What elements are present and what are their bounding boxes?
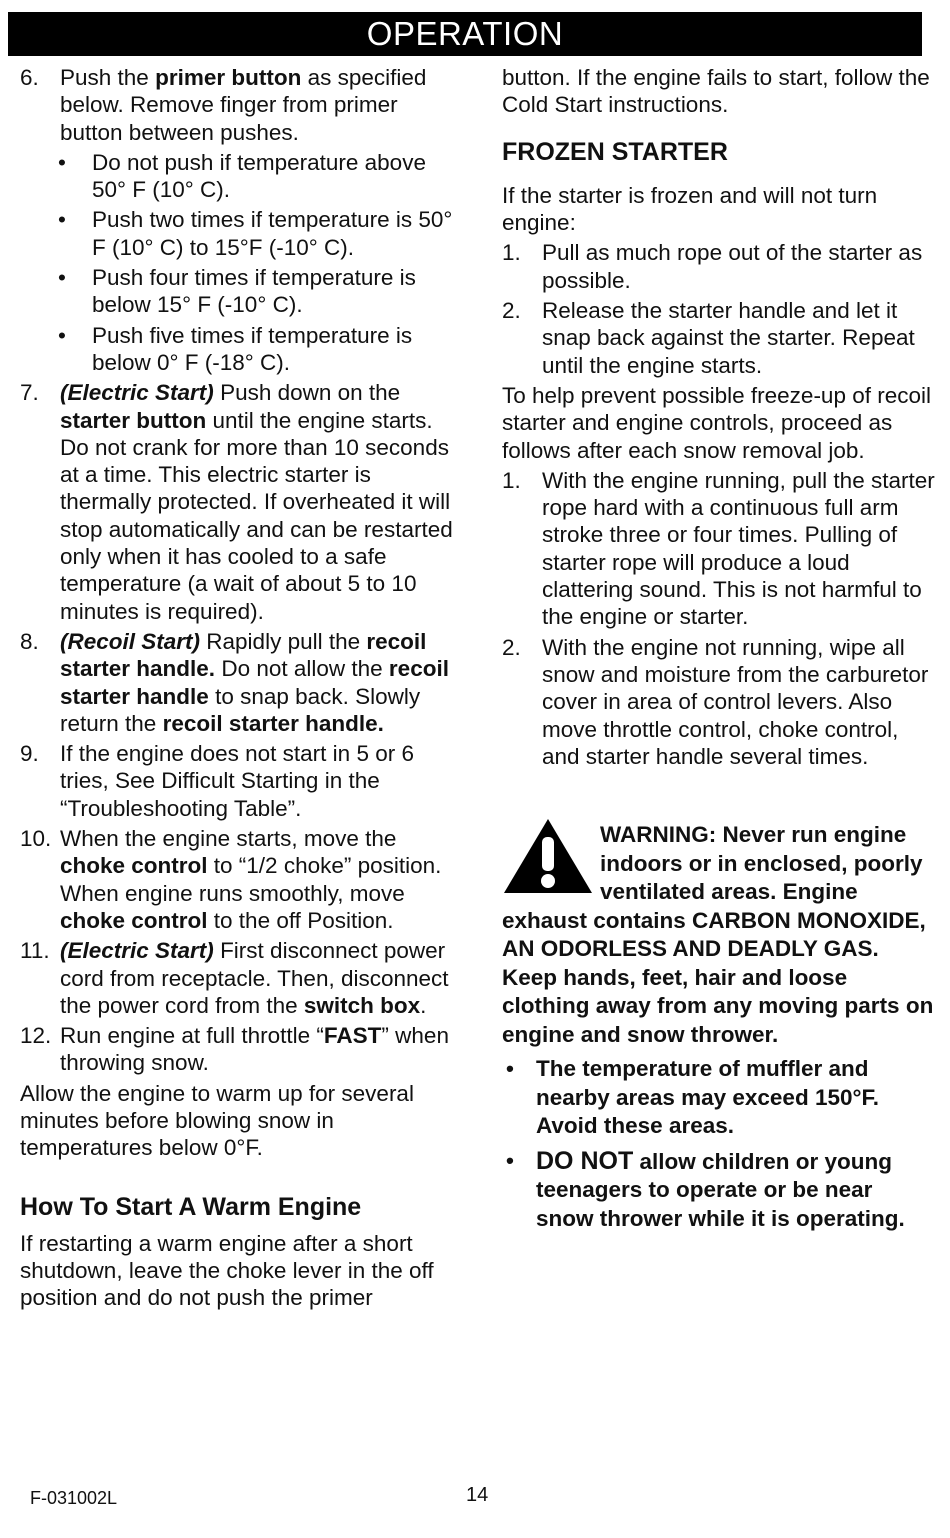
step-8 <box>20 628 460 737</box>
step-text: With the engine not running, wipe all snow and moisture from the carburetor cover in area of control levers. Also move throttle control, choke control, and starter handle several times. <box>542 634 929 769</box>
temp-bullet <box>20 322 460 377</box>
step-bold: FAST <box>323 1023 382 1049</box>
warning-text: WARNING: Never run engine indoors or in enclosed, poorly ventilated areas. Engine exhaust contains CARBON MONOXIDE, AN ODORLESS AND DEADLY GAS. Keep hands, feet, hair and loose clothing away from any moving parts on engine and snow thrower. <box>502 822 934 1047</box>
step-text: Push down on the <box>213 380 401 406</box>
section-title: OPERATION <box>366 15 564 52</box>
temp-bullet <box>20 264 460 319</box>
step-number: 12. <box>20 1023 52 1049</box>
temp-bullet <box>20 206 460 261</box>
bullet-dot: • <box>506 1056 514 1082</box>
step-bold: recoil starter handle. <box>60 628 427 682</box>
step-number: 10. <box>20 826 52 852</box>
bullet-text: Push four times if temperature is below 15° F (-10° C). <box>92 265 416 318</box>
step-text: to “1/2 choke” position. When engine runs smoothly, move <box>60 853 442 906</box>
prevent-paragraph: To help prevent possible freeze-up of recoil starter and engine controls, proceed as follows after each snow removal job. <box>502 382 931 463</box>
document-code: F-031002L <box>30 1488 118 1508</box>
step-bold: recoil starter handle. <box>162 710 384 736</box>
prevent-step <box>502 467 936 631</box>
section-header <box>8 12 922 56</box>
step-number: 2. <box>502 634 521 660</box>
step-italic: (Recoil Start) <box>60 628 201 654</box>
step-9 <box>20 740 460 822</box>
bullet-dot: • <box>58 322 66 348</box>
bullet-text: Push five times if temperature is below 0° F (-18° C). <box>92 322 413 375</box>
step-text: as specified below. Remove finger from primer button between pushes. <box>60 65 427 145</box>
frozen-step <box>502 239 936 294</box>
step-text: Pull as much rope out of the starter as possible. <box>542 240 923 293</box>
frozen-step <box>502 297 936 379</box>
step-bold: choke control <box>60 907 208 933</box>
right-column <box>502 64 936 1233</box>
step-text: Run engine at full throttle “ <box>60 1023 324 1049</box>
step-number: 2. <box>502 298 521 324</box>
warm-engine-text: If restarting a warm engine after a short shutdown, leave the choke lever in the off position and do not push the primer <box>20 1230 434 1311</box>
bullet-dot: • <box>506 1147 514 1173</box>
step-7 <box>20 379 460 625</box>
step-text: Do not allow the <box>215 656 389 682</box>
step-number: 7. <box>20 380 39 406</box>
step-text: to snap back. Slowly return the <box>60 683 421 736</box>
temp-bullet <box>20 149 460 204</box>
step-10 <box>20 825 460 934</box>
step-bold: recoil starter handle <box>60 656 449 709</box>
warning-bullet <box>502 1147 936 1234</box>
bullet-dot: • <box>58 207 66 233</box>
step-6 <box>20 64 460 146</box>
bullet-dot: • <box>58 265 66 291</box>
warmup-paragraph: Allow the engine to warm up for several minutes before blowing snow in temperatures below 0°F. <box>20 1080 414 1161</box>
warm-engine-heading: How To Start A Warm Engine <box>20 1192 362 1221</box>
step-bold: choke control <box>60 853 208 879</box>
step-number: 1. <box>502 467 521 493</box>
step-text: If the engine does not start in 5 or 6 tries, See Difficult Starting in the “Troubleshooting Table”. <box>60 741 414 821</box>
warning-bullet <box>502 1055 936 1141</box>
step-text: First disconnect power cord from receptacle. Then, disconnect the power cord from the <box>60 938 449 1018</box>
step-number: 11. <box>20 938 50 964</box>
step-text: Release the starter handle and let it snap back against the starter. Repeat until the engine starts. <box>542 298 915 378</box>
frozen-intro: If the starter is frozen and will not turn engine: <box>502 182 878 236</box>
step-number: 6. <box>20 65 39 90</box>
bullet-text: allow children or young teenagers to operate or be near snow thrower while it is operating. <box>536 1148 905 1231</box>
step-text: until the engine starts. Do not crank for more than 10 seconds at a time. This electric starter is thermally protected. If overheated it will stop automatically and can be restarted only when it has cooled to a safe temperature (a wait of about 5 to 10 minutes is required). <box>60 407 453 624</box>
step-text: When the engine starts, move the <box>60 826 397 852</box>
step-italic: (Electric Start) <box>60 938 214 964</box>
step-text: ” when throwing snow. <box>60 1023 449 1076</box>
bullet-lead: DO NOT <box>536 1146 634 1175</box>
bullet-text: Push two times if temperature is 50° F (10° C) to 15°F (-10° C). <box>92 207 453 260</box>
step-number: 9. <box>20 741 39 767</box>
warning-triangle-icon <box>502 817 594 895</box>
step-text: Rapidly pull the <box>200 628 367 654</box>
step-11 <box>20 937 460 1019</box>
bullet-dot: • <box>58 149 66 175</box>
step-bold: starter button <box>60 407 207 433</box>
step-text: With the engine running, pull the starter rope hard with a continuous full arm stroke three or four times. Pulling of starter rope will produce a loud clattering sound. This is not harmful to the engine or starter. <box>542 467 935 630</box>
bullet-text: Do not push if temperature above 50° F (10° C). <box>92 149 426 203</box>
page-number: 14 <box>466 1484 489 1506</box>
prevent-step <box>502 634 936 770</box>
step-text: to the off Position. <box>207 907 394 933</box>
step-number: 8. <box>20 628 39 654</box>
step-bold: primer button <box>155 65 302 90</box>
warning-block <box>502 821 936 1049</box>
step-text: . <box>420 992 427 1018</box>
step-12 <box>20 1022 460 1077</box>
step-bold: switch box <box>303 992 421 1018</box>
continued-text: button. If the engine fails to start, follow the Cold Start instructions. <box>502 65 930 118</box>
bullet-text: The temperature of muffler and nearby areas may exceed 150°F. Avoid these areas. <box>536 1056 879 1139</box>
step-number: 1. <box>502 240 521 266</box>
step-text: Push the <box>60 65 156 90</box>
frozen-starter-heading: FROZEN STARTER <box>502 137 728 166</box>
left-column <box>20 64 460 1314</box>
step-italic: (Electric Start) <box>60 380 214 406</box>
